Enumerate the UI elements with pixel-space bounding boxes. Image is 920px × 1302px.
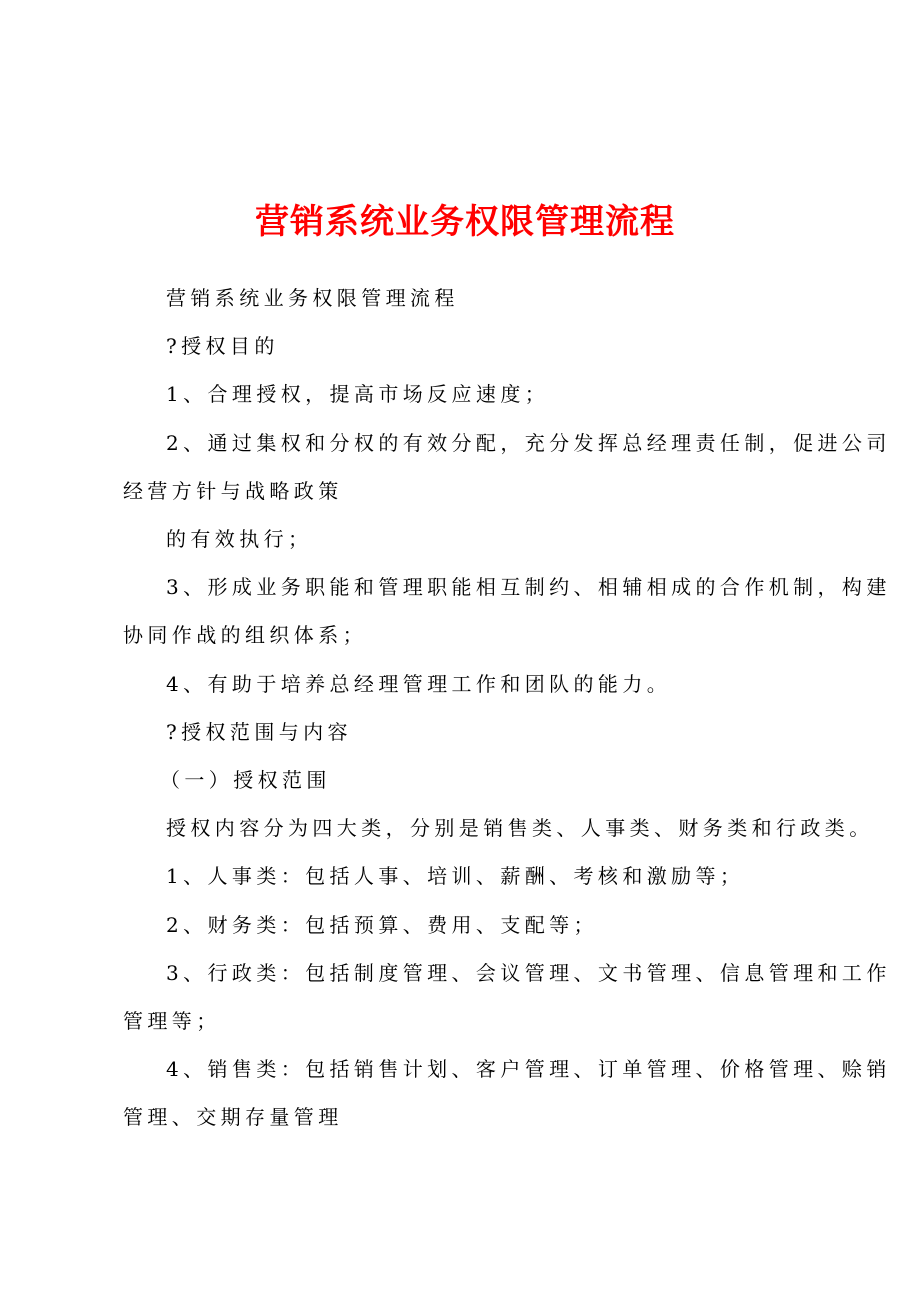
paragraph-line: 2、财务类：包括预算、费用、支配等； <box>166 913 598 937</box>
paragraph-line: 1、合理授权，提高市场反应速度； <box>166 382 550 406</box>
paragraph-continuation-line: 协同作战的组织体系； <box>123 623 367 647</box>
paragraph-line: 1、人事类：包括人事、培训、薪酬、考核和激励等； <box>166 864 745 888</box>
paragraph-line: 4、有助于培养总经理管理工作和团队的能力。 <box>166 672 672 696</box>
paragraph-line: ?授权范围与内容 <box>166 720 352 744</box>
paragraph-line: 3、行政类：包括制度管理、会议管理、文书管理、信息管理和工作 <box>166 961 891 985</box>
paragraph-line: 3、形成业务职能和管理职能相互制约、相辅相成的合作机制，构建 <box>166 575 891 599</box>
paragraph-continuation-line: 经营方针与战略政策 <box>123 479 343 503</box>
paragraph-line: ?授权目的 <box>166 334 279 358</box>
paragraph-continuation-line: 管理等； <box>123 1009 221 1033</box>
paragraph-line: 的有效执行； <box>166 527 313 551</box>
paragraph-line: 授权内容分为四大类，分别是销售类、人事类、财务类和行政类。 <box>166 816 874 840</box>
document-title: 营销系统业务权限管理流程 <box>255 202 675 242</box>
paragraph-line: 2、通过集权和分权的有效分配，充分发挥总经理责任制，促进公司 <box>166 431 891 455</box>
paragraph-line: （一）授权范围 <box>160 768 331 792</box>
paragraph-continuation-line: 管理、交期存量管理 <box>123 1105 343 1129</box>
paragraph-line: 营销系统业务权限管理流程 <box>166 286 459 310</box>
paragraph-line: 4、销售类：包括销售计划、客户管理、订单管理、价格管理、赊销 <box>166 1057 891 1081</box>
